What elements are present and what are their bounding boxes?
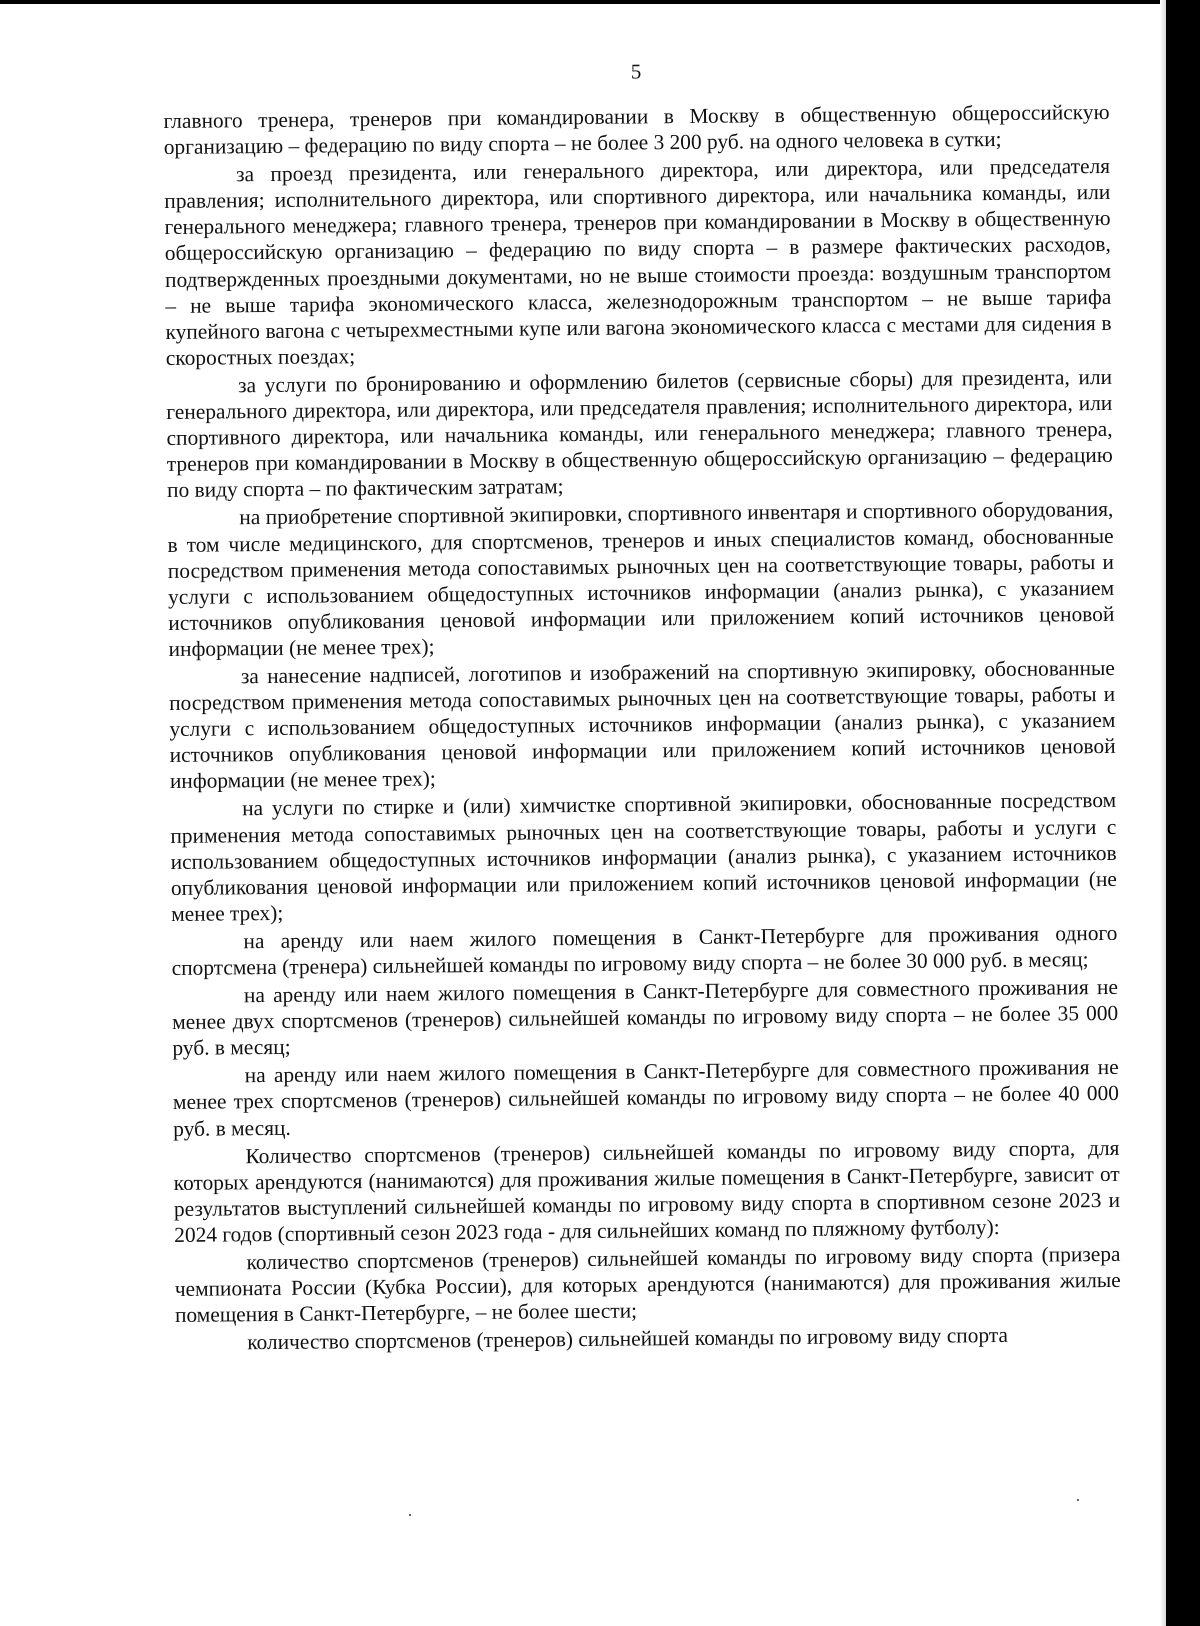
scan-speck <box>409 1514 411 1516</box>
paragraph: на приобретение спортивной экипировки, спортивного инвентаря и спортивного оборудования, в том числе медицинского, для спортсменов, тренеров и иных специалистов команд, обоснованные посредством применения метода сопоставимых рыночных цен на соответствующие товары, работы и услуги с использованием общедоступных источников информации (анализ рынка), с указанием источников опубликования ценовой информации или приложением копий источников ценовой информации (не менее трех); <box>167 497 1115 661</box>
paragraph: количество спортсменов (тренеров) сильнейшей команды по игровому виду спорта (призера чемпионата России (Кубка России), для которых арендуются (нанимаются) для проживания жилые помещения в Санкт-Петербурге, – не более шести; <box>174 1241 1121 1328</box>
page-number: 5 <box>630 59 642 84</box>
paragraph: на аренду или наем жилого помещения в Санкт-Петербурге для совместного проживания не менее двух спортсменов (тренеров) сильнейшей команды по игровому виду спорта – не более 35 000 руб. в месяц; <box>172 974 1119 1061</box>
paragraph: за нанесение надписей, логотипов и изображений на спортивную экипировку, обоснованные посредством применения метода сопоставимых рыночных цен на соответствующие товары, работы и услуги с использованием общедоступных источников информации (анализ рынка), с указанием источников опубликования ценовой информации или приложением копий источников ценовой информации (не менее трех); <box>169 655 1116 794</box>
scan-edge-top <box>0 0 1200 4</box>
paragraph: на аренду или наем жилого помещения в Санкт-Петербурге для совместного проживания не менее трех спортсменов (тренеров) сильнейшей команды по игровому виду спорта – не более 40 000 руб. в месяц. <box>172 1055 1120 1141</box>
paragraph: главного тренера, тренеров при командировании в Москву в общественную общероссийскую организацию – федерацию по виду спорта – не более 3 200 руб. на одного человека в сутки; <box>163 99 1110 160</box>
paragraph: на аренду или наем жилого помещения в Санкт-Петербурге для проживания одного спортсмена (тренера) сильнейшей команды по игровому виду спорта – не более 30 000 руб. в месяц; <box>171 920 1118 980</box>
paragraph: за услуги по бронированию и оформлению билетов (сервисные сборы) для президента, или генерального директора, или директора, или председателя правления; исполнительного директора, или спортивного директора, или начальника команды, или генерального менеджера; главного тренера, тренеров при командировании в Москву в общественную общероссийскую организацию – федерацию по виду спорта – по фактическим затратам; <box>166 364 1113 503</box>
paragraph: за проезд президента, или генерального директора, или директора, или председателя правления; исполнительного директора, или спортивного директора, или начальника команды, или генерального менеджера; главного тренера, тренеров при командировании в Москву в общественную общероссийскую организацию – федерацию по виду спорта – в размере фактических расходов, подтвержденных проездными документами, но не выше стоимости проезда: воздушным транспортом – не выше тарифа экономического класса, железнодорожным транспортом – не выше тарифа купейного вагона с четырехместными купе или вагона экономического класса с местами для сидения в скоростных поездах; <box>164 154 1112 370</box>
document-page <box>163 55 1121 1358</box>
paragraph: на услуги по стирке и (или) химчистке спортивной экипировки, обоснованные посредством применения метода сопоставимых рыночных цен на соответствующие товары, работы и услуги с использованием общедоступных источников информации (анализ рынка), с указанием источников опубликования ценовой информации или приложением копий источников ценовой информации (не менее трех); <box>170 788 1117 926</box>
scan-speck <box>1077 1499 1079 1501</box>
paragraph: количество спортсменов (тренеров) сильнейшей команды по игровому виду спорта <box>247 1323 1009 1355</box>
scan-edge-right <box>1166 0 1200 1626</box>
paragraph: Количество спортсменов (тренеров) сильнейшей команды по игровому виду спорта, для которых арендуются (нанимаются) для проживания жилые помещения в Санкт-Петербурге, зависит от результатов выступлений сильнейшей команды по игровому виду спорта в спортивном сезоне 2023 и 2024 годов (спортивный сезон 2023 года - для сильнейших команд по пляжному футболу): <box>173 1135 1121 1247</box>
